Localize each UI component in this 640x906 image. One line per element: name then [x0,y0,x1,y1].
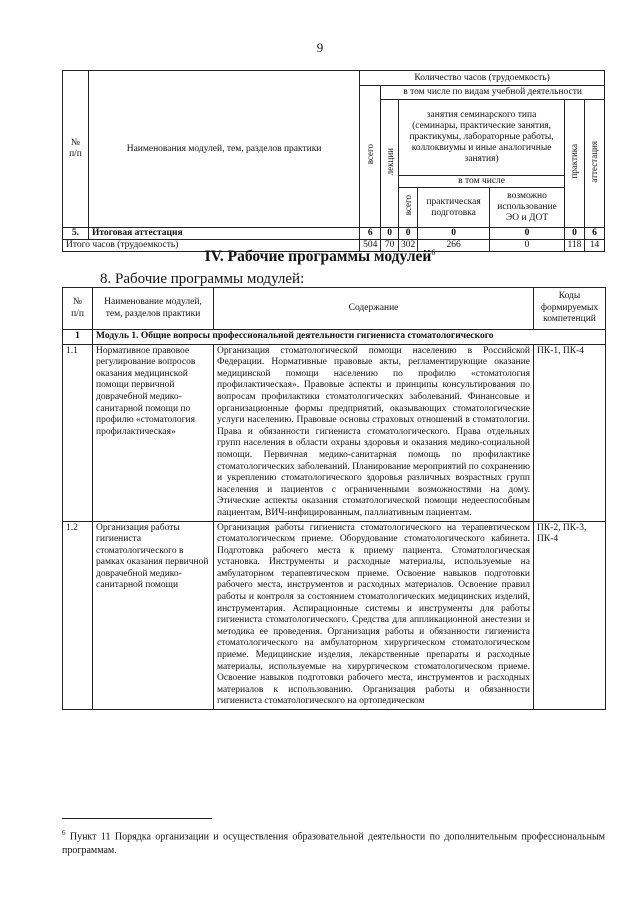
col-practice-header: практика [565,100,585,228]
module-programs-table [62,287,606,710]
hours-table [62,70,605,252]
topic-name: Нормативное правовое регулирование вопросов оказания медицинской помощи первичной доврачебной медико-санитарной помощи по профилю «стоматология профилактическая» [93,344,214,521]
row-practice: 0 [565,228,585,240]
totals-lect: 70 [381,240,399,252]
footnote-ref: 6 [431,248,436,257]
topic-content: Организация работы гигиениста стоматологического на терапевтическом стоматологическом приеме. Оборудование стоматологического кабинета. Подготовка рабочего места к приему пациента. Стоматологическая установка. Инструменты и расходные материалы, используемые на амбулаторном терапевтическом приеме. Освоение навыков подготовки рабочего места, инструментов и расходных материалов. Освоение правил работы и контроля за состоянием стоматологических медицинских изделий, инструментария. Аспирационные системы и инструменты для работы гигиениста стоматологического. Средства для аппликационной анестезии и методика ее проведения. Организация работы и обязанности гигиениста стоматологического на амбулаторном хирургическом стоматологическом приеме. Медицинские изделия, лекарственные препараты и расходные материалы, используемые на хирургическом стоматологическом приеме. Освоение навыков подготовки рабочего места, инструментов и расходных материалов к использованию. Организация работы и обязанности гигиениста стоматологического на ортопедическом [214,521,534,710]
topic-number: 1.2 [63,521,93,710]
totals-label: Итого часов (трудоемкость) [63,240,360,252]
totals-practice: 118 [565,240,585,252]
table-row [63,521,606,710]
col-remote-header: возможно использование ЭО и ДОТ [490,188,565,228]
h-number: № п/п [63,288,93,330]
row-att: 6 [584,228,604,240]
h-codes: Коды формируемых компетенций [534,288,606,330]
topic-codes: ПК-2, ПК-3, ПК-4 [534,521,606,710]
module-number: 1 [63,330,93,345]
module-row [63,330,606,345]
col-sem-total-header: всего [399,188,418,228]
row-sem-total: 0 [399,228,418,240]
col-lectures-header: лекции [381,100,399,228]
section-heading: IV. Рабочие программы модулей$^6$ [204,248,436,266]
footnote: $^6$ Пункт 11 Порядка организации и осуществления образовательной деятельности по дополнительным профессиональным программам. [62,829,605,857]
module-title: Модуль 1. Общие вопросы профессиональной деятельности гигиениста стоматологического [93,330,606,345]
row-total: 6 [360,228,381,240]
topic-name: Организация работы гигиениста стоматологического в рамках оказания первичной доврачебной медико-санитарной помощи [93,521,214,710]
subsection-heading: 8. Рабочие программы модулей: [100,271,305,287]
totals-sem-total: 302 [399,240,418,252]
including-header: в том числе [399,176,565,188]
col-name-header: Наименования модулей, тем, разделов практики [88,71,359,228]
seminar-type-header: занятия семинарского типа (семинары, практические занятия, практикумы, лабораторные работы, коллоквиумы и иные аналогичные занятия) [399,100,565,176]
footnote-mark: 6 [62,829,66,837]
topic-number: 1.1 [63,344,93,521]
table-row [63,344,606,521]
row-remote: 0 [490,228,565,240]
totals-pract-prep: 266 [418,240,490,252]
col-number-header: № п/п [63,71,89,228]
col-attestation-header: аттестация [584,100,604,228]
row-lect: 0 [381,228,399,240]
row-name: Итоговая аттестация [88,228,359,240]
h-name: Наименование модулей, тем, разделов практики [93,288,214,330]
table-row [63,228,605,240]
topic-codes: ПК-1, ПК-4 [534,344,606,521]
topic-content: Организация стоматологической помощи населению в Российской Федерации. Нормативные правовые акты, регламентирующие оказание медицинской помощи населению по профилю «стоматология профилактическая». Правовые аспекты и принципы консультирования по вопросам профилактики стоматологических заболеваний. Финансовые и организационные формы предприятий, оказывающих стоматологические услуги населению. Правовые основы страховых отношений в стоматологии. Права и обязанности гигиениста стоматологического. Права отдельных групп населения в области охраны здоровья и оказания медико-социальной помощи. Первичная медико-санитарная помощь по профилактике стоматологических заболеваний. Планирование мероприятий по сохранению и укреплению стоматологического здоровья различных возрастных групп населения и пациентов с ограниченными возможностями на дому. Этические аспекты оказания стоматологической помощи недееспособным пациентам, ВИЧ-инфицированным, паллиативным пациентам. [214,344,534,521]
totals-att: 14 [584,240,604,252]
footnote-divider [62,818,212,819]
h-content: Содержание [214,288,534,330]
page-number: 9 [316,40,324,55]
col-total-header: всего [360,86,381,228]
row-pract-prep: 0 [418,228,490,240]
col-practical-prep-header: практическая подготовка [418,188,490,228]
hours-header: Количество часов (трудоемкость) [360,71,605,86]
totals-remote: 0 [490,240,565,252]
including-types-header: в том числе по видам учебной деятельности [381,86,605,100]
row-num: 5. [63,228,89,240]
totals-total: 504 [360,240,381,252]
